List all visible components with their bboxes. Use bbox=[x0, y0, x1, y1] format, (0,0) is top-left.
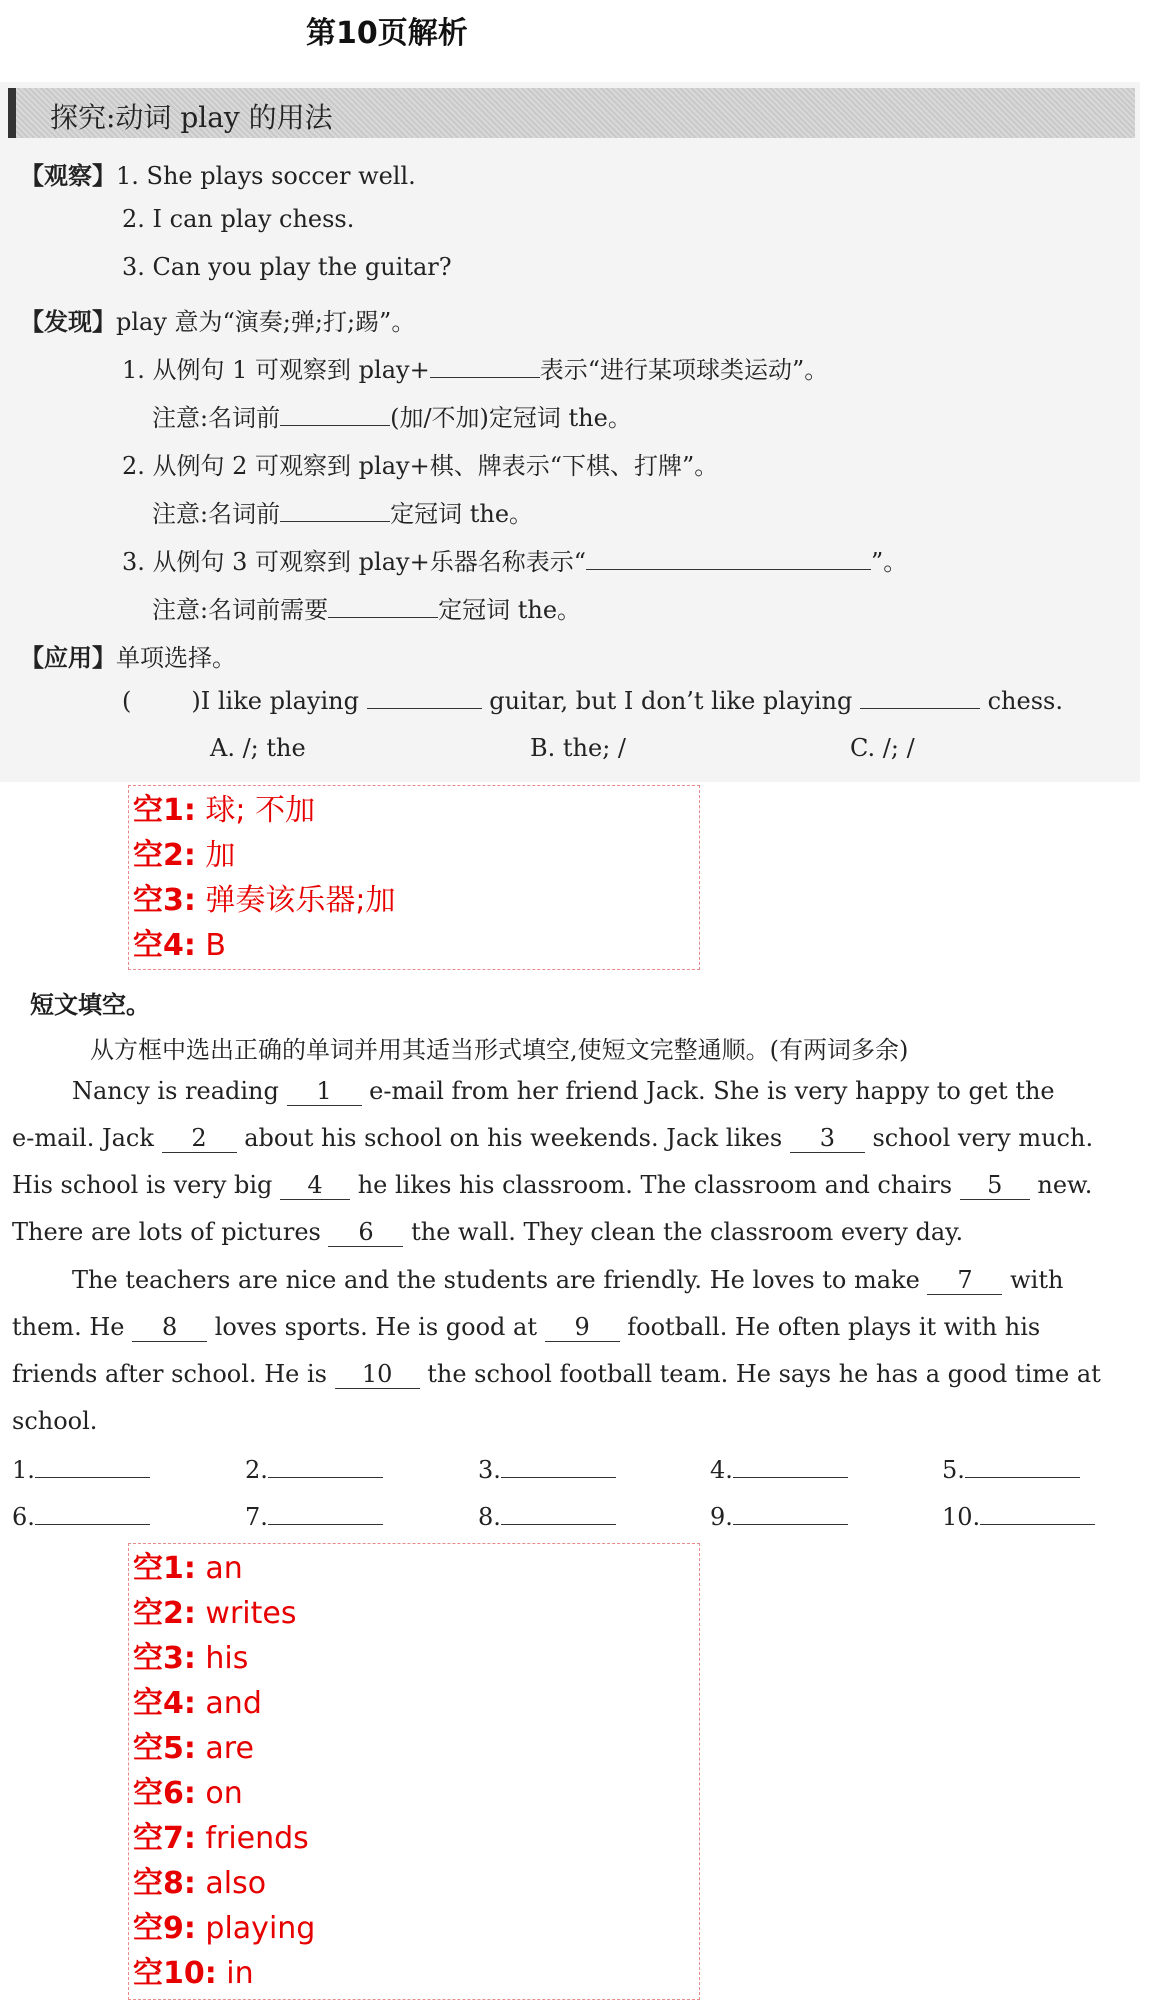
answer-blank bbox=[268, 1502, 383, 1525]
text: The teachers are nice and the students are friendly. He loves to make bbox=[72, 1266, 920, 1294]
answer-value: in bbox=[226, 1956, 254, 1991]
apply-text: 单项选择。 bbox=[116, 644, 236, 672]
find-text: play 意为“演奏;弹;打;踢”。 bbox=[116, 308, 416, 336]
blank-label: 3. bbox=[478, 1456, 501, 1484]
page-title: 第10页解析 bbox=[306, 16, 468, 51]
answer-label: 空2: bbox=[133, 1596, 196, 1631]
blank-label: 4. bbox=[710, 1456, 733, 1484]
text: friends after school. He is bbox=[12, 1360, 327, 1388]
answer-label: 空3: bbox=[133, 883, 196, 918]
answer-value: 弹奏该乐器;加 bbox=[205, 883, 396, 918]
question-blank-1 bbox=[367, 686, 482, 709]
answer-row bbox=[133, 1816, 315, 1861]
answer-row bbox=[133, 788, 396, 833]
note-2 bbox=[152, 494, 533, 529]
blank-label: 8. bbox=[478, 1503, 501, 1531]
observe-line-3: 3. Can you play the guitar? bbox=[122, 253, 452, 281]
note-3-tail: 定冠词 the。 bbox=[438, 596, 582, 624]
answer-value: and bbox=[205, 1686, 262, 1721]
apply-label: 【应用】 bbox=[20, 644, 116, 672]
blank-label: 6. bbox=[12, 1503, 35, 1531]
text: the wall. They clean the classroom every day. bbox=[411, 1218, 964, 1246]
note-1 bbox=[152, 398, 632, 433]
blank-row-1 bbox=[12, 1455, 150, 1484]
item-3-text: 3. 从例句 3 可观察到 play+乐器名称表示“ bbox=[122, 548, 586, 576]
observe-sentence: 1. She plays soccer well. bbox=[116, 162, 416, 190]
text: about his school on his weekends. Jack likes bbox=[244, 1124, 783, 1152]
answer-label: 空8: bbox=[133, 1866, 196, 1901]
answer-row bbox=[133, 878, 396, 923]
blank-label: 7. bbox=[245, 1503, 268, 1531]
blank-label: 5. bbox=[942, 1456, 965, 1484]
question-line bbox=[122, 686, 1063, 715]
cloze-line bbox=[12, 1124, 1093, 1153]
cloze-instruction: 从方框中选出正确的单词并用其适当形式填空,使短文完整通顺。(有两词多余) bbox=[90, 1036, 909, 1064]
answer-row bbox=[133, 1546, 315, 1591]
blank-row-2-e bbox=[942, 1502, 1095, 1531]
cloze-blank: 2 bbox=[162, 1124, 237, 1153]
item-1 bbox=[122, 350, 828, 385]
answer-blank bbox=[733, 1502, 848, 1525]
option-a: A. /; the bbox=[210, 734, 306, 762]
answer-label: 空3: bbox=[133, 1641, 196, 1676]
cloze-line bbox=[12, 1171, 1092, 1200]
answer-label: 空10: bbox=[133, 1956, 217, 1991]
note-3-blank bbox=[328, 595, 438, 618]
answer-blank bbox=[35, 1502, 150, 1525]
blank-label: 9. bbox=[710, 1503, 733, 1531]
answer-row bbox=[133, 1951, 315, 1996]
note-3 bbox=[152, 590, 581, 625]
answer-row bbox=[133, 1861, 315, 1906]
find-line bbox=[20, 302, 415, 337]
question-mid: guitar, but I don’t like playing bbox=[489, 687, 853, 715]
text: e-mail from her friend Jack. She is very happy to get the bbox=[369, 1077, 1055, 1105]
text: with bbox=[1010, 1266, 1064, 1294]
text: There are lots of pictures bbox=[12, 1218, 321, 1246]
answer-label: 空1: bbox=[133, 793, 196, 828]
answer-box-1 bbox=[128, 785, 700, 970]
answer-label: 空4: bbox=[133, 928, 196, 963]
answer-blank bbox=[733, 1455, 848, 1478]
text: them. He bbox=[12, 1313, 125, 1341]
text: he likes his classroom. The classroom and chairs bbox=[357, 1171, 953, 1199]
note-2-blank bbox=[280, 499, 390, 522]
find-label: 【发现】 bbox=[20, 308, 116, 336]
answer-label: 空7: bbox=[133, 1821, 196, 1856]
answer-value: also bbox=[205, 1866, 267, 1901]
cloze-blank: 8 bbox=[132, 1313, 207, 1342]
answer-blank bbox=[268, 1455, 383, 1478]
blank-row-2-d bbox=[710, 1502, 848, 1531]
cloze-blank: 6 bbox=[328, 1218, 403, 1247]
text: e-mail. Jack bbox=[12, 1124, 154, 1152]
cloze-blank: 9 bbox=[545, 1313, 620, 1342]
cloze-heading: 短文填空。 bbox=[30, 991, 150, 1019]
cloze-blank: 4 bbox=[280, 1171, 350, 1200]
blank-row-2-a bbox=[12, 1502, 150, 1531]
item-1-text: 1. 从例句 1 可观察到 play+ bbox=[122, 356, 430, 384]
answer-value: playing bbox=[205, 1911, 316, 1946]
blank-row-1-d bbox=[710, 1455, 848, 1484]
item-3-blank bbox=[586, 547, 871, 570]
heading-bar-mark bbox=[8, 88, 16, 138]
blank-label: 2. bbox=[245, 1456, 268, 1484]
cloze-blank: 7 bbox=[927, 1266, 1002, 1295]
answer-row bbox=[133, 1906, 315, 1951]
answer-label: 空1: bbox=[133, 1551, 196, 1586]
note-1-prefix: 注意:名词前 bbox=[152, 404, 281, 432]
answer-row bbox=[133, 1636, 315, 1681]
text: loves sports. He is good at bbox=[214, 1313, 537, 1341]
answer-row bbox=[133, 1771, 315, 1816]
answer-row bbox=[133, 1591, 315, 1636]
cloze-line bbox=[12, 1360, 1101, 1389]
question-end: chess. bbox=[987, 687, 1063, 715]
answer-value: are bbox=[205, 1731, 254, 1766]
observe-line-2: 2. I can play chess. bbox=[122, 205, 355, 233]
cloze-line bbox=[12, 1313, 1040, 1342]
blank-row-1-c bbox=[478, 1455, 616, 1484]
answer-label: 空6: bbox=[133, 1776, 196, 1811]
cloze-line: school. bbox=[12, 1407, 98, 1435]
answer-blank bbox=[35, 1455, 150, 1478]
note-2-prefix: 注意:名词前 bbox=[152, 500, 281, 528]
note-2-tail: 定冠词 the。 bbox=[390, 500, 534, 528]
blank-row-1-b bbox=[245, 1455, 383, 1484]
answer-value: on bbox=[205, 1776, 243, 1811]
answer-value: writes bbox=[205, 1596, 297, 1631]
item-1-tail: 表示“进行某项球类运动”。 bbox=[539, 356, 829, 384]
item-2: 2. 从例句 2 可观察到 play+棋、牌表示“下棋、打牌”。 bbox=[122, 452, 719, 480]
cloze-blank: 1 bbox=[287, 1077, 362, 1106]
note-3-prefix: 注意:名词前需要 bbox=[152, 596, 329, 624]
answer-blank bbox=[980, 1502, 1095, 1525]
apply-line bbox=[20, 638, 236, 673]
cloze-line bbox=[72, 1266, 1063, 1295]
cloze-blank: 10 bbox=[335, 1360, 420, 1389]
answer-box-2 bbox=[128, 1543, 700, 2000]
answer-label: 空2: bbox=[133, 838, 196, 873]
item-1-blank bbox=[430, 355, 540, 378]
answer-value: his bbox=[205, 1641, 249, 1676]
answer-value: 加 bbox=[205, 838, 236, 873]
text: His school is very big bbox=[12, 1171, 273, 1199]
blank-label: 1. bbox=[12, 1456, 35, 1484]
option-b: B. the; / bbox=[530, 734, 626, 762]
cloze-line bbox=[72, 1077, 1055, 1106]
answer-row bbox=[133, 833, 396, 878]
question-blank-2 bbox=[860, 686, 980, 709]
answer-label: 空5: bbox=[133, 1731, 196, 1766]
note-1-blank bbox=[280, 403, 390, 426]
question-start: )I like playing bbox=[191, 687, 359, 715]
cloze-line bbox=[12, 1218, 963, 1247]
answer-blank bbox=[501, 1455, 616, 1478]
observe-line-1 bbox=[20, 156, 416, 191]
answer-value: B bbox=[205, 928, 227, 963]
cloze-blank: 3 bbox=[790, 1124, 865, 1153]
observe-label: 【观察】 bbox=[20, 162, 116, 190]
blank-row-2-c bbox=[478, 1502, 616, 1531]
text: the school football team. He says he has a good time at bbox=[427, 1360, 1101, 1388]
blank-row-2-b bbox=[245, 1502, 383, 1531]
item-3-tail: ”。 bbox=[870, 548, 908, 576]
answer-value: friends bbox=[205, 1821, 309, 1856]
blank-row-1-e bbox=[942, 1455, 1080, 1484]
answer-row bbox=[133, 1681, 315, 1726]
option-c: C. /; / bbox=[850, 734, 915, 762]
answer-label: 空4: bbox=[133, 1686, 196, 1721]
blank-label: 10. bbox=[942, 1503, 981, 1531]
cloze-blank: 5 bbox=[960, 1171, 1030, 1200]
answer-row bbox=[133, 1726, 315, 1771]
answer-label: 空9: bbox=[133, 1911, 196, 1946]
text: Nancy is reading bbox=[72, 1077, 279, 1105]
answer-blank bbox=[501, 1502, 616, 1525]
answer-row bbox=[133, 923, 396, 968]
section-heading: 探究:动词 play 的用法 bbox=[50, 101, 333, 134]
answer-blank bbox=[965, 1455, 1080, 1478]
answer-value: 球; 不加 bbox=[205, 793, 316, 828]
text: new. bbox=[1037, 1171, 1093, 1199]
text: school very much. bbox=[872, 1124, 1094, 1152]
text: football. He often plays it with his bbox=[627, 1313, 1041, 1341]
question-open-paren: ( bbox=[122, 687, 132, 715]
answer-value: an bbox=[205, 1551, 243, 1586]
item-3 bbox=[122, 542, 907, 577]
note-1-tail: (加/不加)定冠词 the。 bbox=[390, 404, 632, 432]
